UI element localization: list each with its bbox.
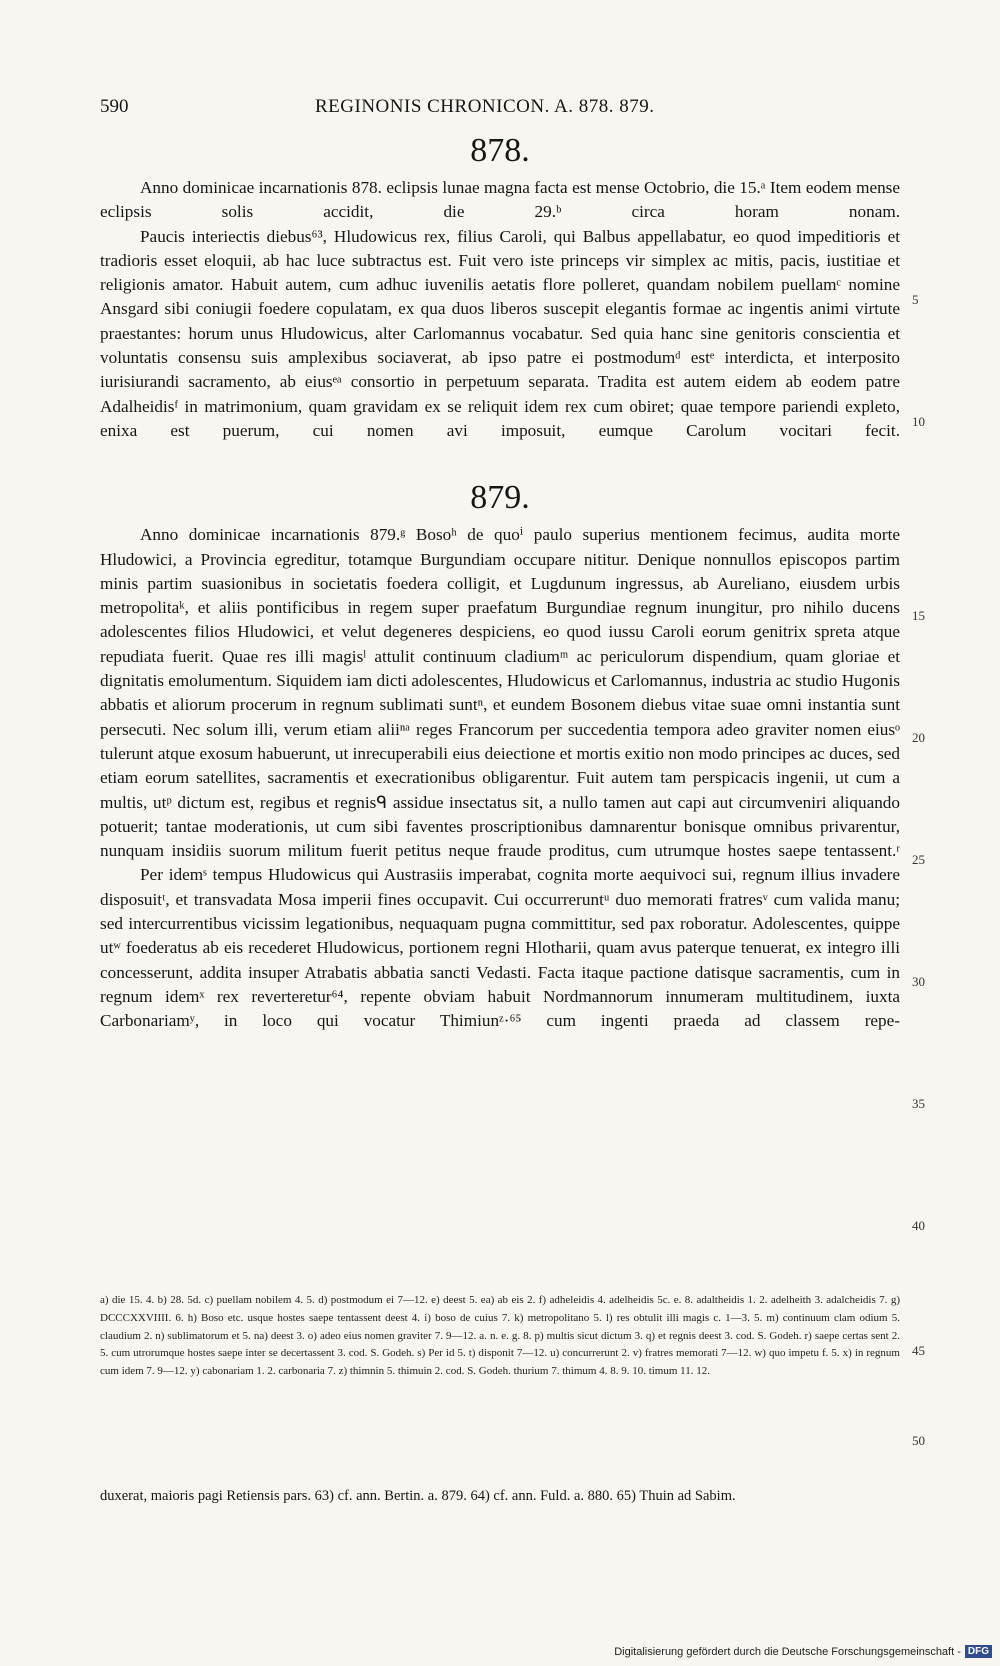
- paragraph-878-1: Anno dominicae incarnationis 878. eclipsis lunae magna facta est mense Octobrio, die 15.ᵃ Item eodem mense eclipsis solis accidit, die 29.ᵇ circa horam nonam.: [100, 178, 900, 222]
- page: [100, 96, 900, 1034]
- section-879: [100, 523, 900, 1033]
- year-heading-878: 878.: [470, 132, 530, 169]
- section-878: [100, 176, 900, 443]
- paragraph-878-2: Paucis interiectis diebus⁶³, Hludowicus rex, filius Caroli, qui Balbus appellabatur, eo quod impeditioris et tradioris esset eloquii, ab hac luce subtractus est. Fuit vero iste princeps vir simplex ac mitis, pacis, iustitiae et religionis amator. Habuit autem, cum adhuc iuvenilis aetatis flore polleret, quandam nobilem puellamᶜ nomine Ansgard sibi coniugii foedere copulatam, ex qua duos liberos suscepit elegantis formae ac ingentis animi virtute praestantes: horum unus Hludowicus, alter Carlomannus vocabatur. Sed quia hanc sine genitoris conscientia et voluntatis consensu suis amplexibus sociaverat, ab ipso patre ei postmodumᵈ estᵉ interdicta, et interposito iurisiurandi sacramento, ab eiusᵉᵃ consortio in perpetuum separata. Tradita est autem eidem ab eodem patre Adalheidisᶠ in matrimonium, quam gravidam ex se reliquit idem rex cum obiret; quae tempore pariendi expleto, enixa est puerum, cui nomen avi imposuit, eumque Carolum vocitari fecit.: [100, 226, 900, 440]
- line-number-10: 10: [912, 414, 925, 429]
- line-number-30: 30: [912, 974, 925, 989]
- dfg-logo: DFG: [965, 1645, 992, 1658]
- paragraph-879-2: Per idemˢ tempus Hludowicus qui Austrasiis imperabat, cognita morte aequivoci sui, regnum illius invadere disposuitᵗ, et transvadata Mosa imperii fines occupavit. Cui occurreruntᵘ duo memorati fratresᵛ cum valida manu; sed intercurrentibus vicissim legationibus, nequaquam pugna committitur, sed pax roboratur. Adolescentes, quippe utʷ foederatus ab eis recederet Hludowicus, portionem regni Hlotharii, quam avus paterque tenuerat, ex integro illi concesserunt, addita insuper Atrabatis abbatia sancti Vedasti. Facta itaque pactione datisque sacramentis, cum in regnum idemˣ rex reverteretur⁶⁴, repente obviam habuit Nordmannorum innumeram multitudinem, iuxta Carbonariamʸ, in loco qui vocatur Thimiunᶻ·⁶⁵ cum ingenti praeda ad classem repe-: [100, 865, 900, 1031]
- footer-text: Digitalisierung gefördert durch die Deutsche Forschungsgemeinschaft -: [614, 1645, 961, 1658]
- line-number-40: 40: [912, 1218, 925, 1233]
- line-number-50: 50: [912, 1433, 925, 1448]
- year-heading-879: 879.: [470, 479, 530, 517]
- footer: [614, 1645, 992, 1658]
- line-number-35: 35: [912, 1096, 925, 1111]
- page-header: [100, 96, 900, 126]
- line-number-15: 15: [912, 608, 925, 623]
- line-number-20: 20: [912, 730, 925, 745]
- critical-apparatus: a) die 15. 4. b) 28. 5d. c) puellam nobilem 4. 5. d) postmodum ei 7—12. e) deest 5. ea) ab eis 2. f) adheleidis 4. adelheidis 5c. e. 8. adaltheidis 1. 2. adelheith 3. adalcheidis 7. g) DCCCXXVIIII. 6. h) Boso etc. usque hostes saepe tentassent deest 4. i) boso de cuius 7. k) metropolitano 5. l) res obtulit illi magis c. 1—3. 5. m) continuum clam odium 5. claudium 2. n) sublimatorum et 5. na) deest 3. o) adeo eius nomen graviter 7. 9—12. a. n. e. g. 8. p) multis sicut dictum 3. q) et regnis deest 3. cod. S. Godeh. r) saepe certas sent 2. 5. cum utrorumque hostes saepe inter se decertassent 3. cod. S. Godeh. s) Per id 5. t) disponit 7—12. u) concurrerunt 2. v) fratres memorati 7—12. w) quo impetu f. 5. x) in regnum cum idem 7. 9—12. y) cabonariam 1. 2. carbonaria 7. z) thimnin 5. thimuin 2. cod. S. Godeh. thurium 7. thimum 4. 8. 9. 10. timum 11. 12.: [100, 1294, 900, 1378]
- line-number-5: 5: [912, 292, 919, 307]
- commentary-notes: duxerat, maioris pagi Retiensis pars. 63) cf. ann. Bertin. a. 879. 64) cf. ann. Fuld. a. 880. 65) Thuin ad Sabim.: [100, 1488, 736, 1504]
- running-title: REGINONIS CHRONICON. A. 878. 879.: [315, 96, 655, 117]
- line-number-45: 45: [912, 1343, 925, 1358]
- paragraph-879-1: Anno dominicae incarnationis 879.ᵍ Bosoʰ de quoⁱ paulo superius mentionem fecimus, audita morte Hludowici, a Provincia egreditur, totamque Burgundiam occupare nititur. Denique nonnullos episcopos partim minis partim suasionibus in societatis foedera colligit, et Lugdunum ingressus, ab Aureliano, eiusdem urbis metropolitaᵏ, et aliis pontificibus in regem super praefatum Burgundiae regnum inungitur, pro nihilo ducens adolescentes filios Hludowici, et velut degeneres despiciens, eo quod iussu Caroli eorum genitrix spreta atque repudiata fuerit. Quae res illi magisˡ attulit continuum cladiumᵐ ac periculorum dispendium, quam gloriae et dignitatis emolumentum. Siquidem iam dicti adolescentes, Hludowicus et Carlomannus, industria ac studio Hugonis abbatis et aliorum procerum in regnum sublimati suntⁿ, et eundem Bosonem diebus vitae suae omni instantia sunt persecuti. Nec solum illi, verum etiam aliiⁿᵃ reges Francorum per succedentia tempora adeo graviter nomen eiusᵒ tulerunt atque exosum habuerunt, ut inrecuperabili eius deiectione et mortis exitio non modo principes ac duces, sed etiam eorum satellites, sacramentis et execrationibus obligarentur. Fuit autem tam perspicacis ingenii, ut cum a multis, utᵖ dictum est, regibus et regnisᑫ assidue insectatus sit, a nullo tamen aut capi aut circumveniri aliquando potuerit; tantae moderationis, ut cum sibi faventes proscriptionibus damnarentur bonisque omnibus privarentur, nunquam insidiis suorum militum fuerit petitus neque fraude proditus, cum utrumque hostes saepe tentassent.ʳ: [100, 525, 900, 861]
- page-number: 590: [100, 96, 129, 117]
- line-number-25: 25: [912, 852, 925, 867]
